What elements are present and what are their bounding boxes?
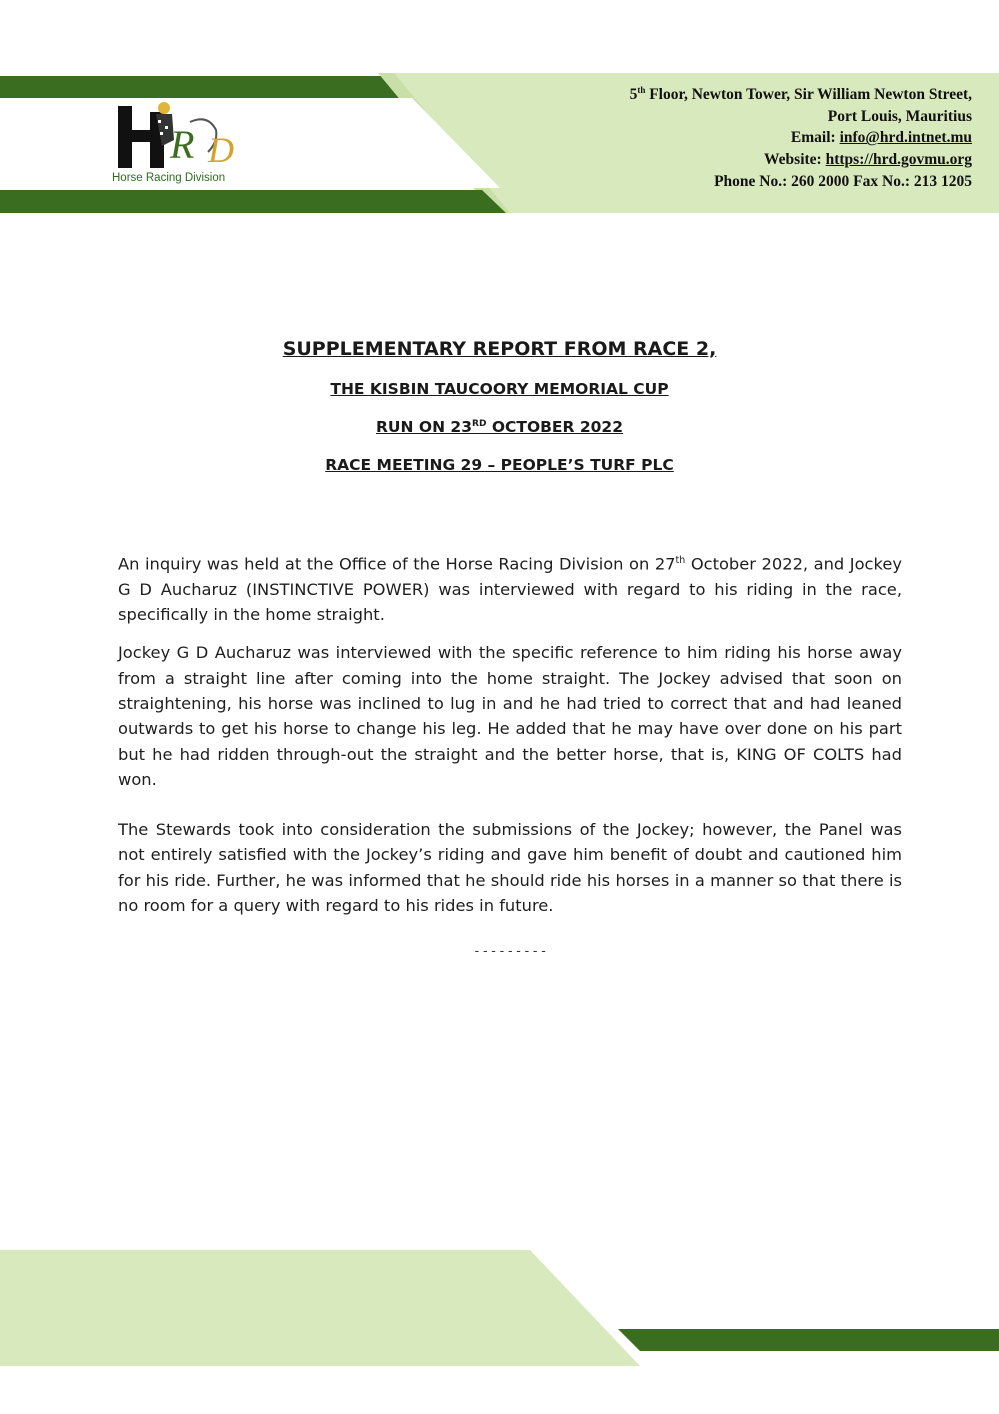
svg-text:D: D [208,130,234,170]
contact-block [452,80,972,192]
email-line: Email: info@hrd.intnet.mu [790,129,972,147]
address-line-2: Port Louis, Mauritius [827,107,972,125]
address-line-1: 5th Floor, Newton Tower, Sir William Newton Street, [629,85,972,104]
paragraph-interview: Jockey G D Aucharuz was interviewed with the specific reference to him riding his horse away from a straight line after coming into the home straight. The Jockey advised that soon on straightening, his horse was inclined to lug in and he had tried to correct that and had leaned outwards to get his horse to change his leg. He added that he may have over done on his part but he had ridden through-out the straight and the better horse, that is, KING OF COLTS had won. [118,643,902,789]
race-meeting: RACE MEETING 29 – PEOPLE’S TURF PLC [325,456,674,474]
race-date: RUN ON 23RD OCTOBER 2022 [376,418,623,436]
horse-racing-logo-icon [112,100,242,172]
svg-text:R: R [170,122,195,167]
report-titles [0,338,999,474]
website-link[interactable]: https://hrd.govmu.org [825,150,972,168]
report-body [118,548,902,918]
paragraph-decision: The Stewards took into consideration the submissions of the Jockey; however, the Panel was not entirely satisfied with the Jockey’s riding and gave him benefit of doubt and cautioned him for his ride. Further, he was informed that he should ride his horses in a manner so that there is no room for a query with regard to his rides in future. [118,820,902,915]
logo-caption: Horse Racing Division [112,172,226,184]
race-name: THE KISBIN TAUCOORY MEMORIAL CUP [330,380,669,398]
phone-line: Phone No.: 260 2000 Fax No.: 213 1205 [714,172,972,190]
website-line: Website: https://hrd.govmu.org [764,150,972,168]
end-separator: --------- [473,944,548,959]
email-link[interactable]: info@hrd.intnet.mu [839,129,972,147]
hrd-logo [112,100,242,190]
report-title: SUPPLEMENTARY REPORT FROM RACE 2, [282,338,717,360]
paragraph-inquiry: An inquiry was held at the Office of the Horse Racing Division on 27th October 2022, and Jockey G D Aucharuz (INSTINCTIVE POWER) was interviewed with regard to his riding in the race, specifically in the home straight. [118,554,902,625]
